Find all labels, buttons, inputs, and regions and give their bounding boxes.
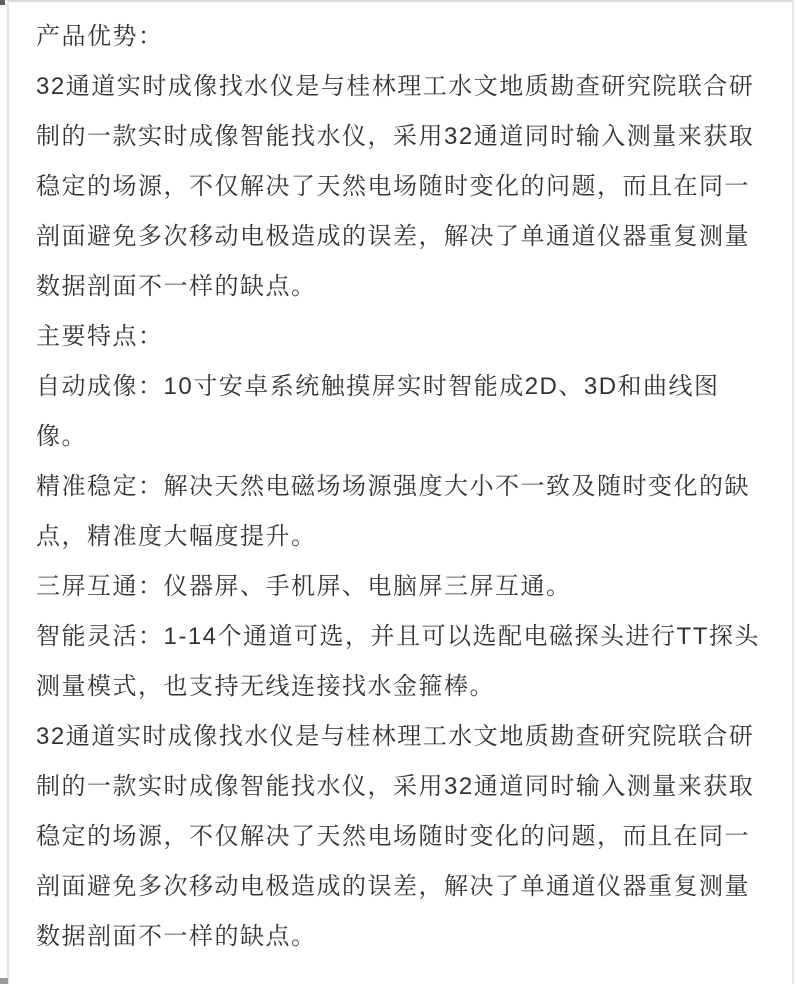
feature-auto-imaging-line-2: 像。 <box>36 423 87 450</box>
feature-flexibility-line-2: 测量模式，也支持无线连接找水金箍棒。 <box>36 673 495 700</box>
advantages-paragraph-line-1: 32通道实时成像找水仪是与桂林理工水文地质勘查研究院联合研 <box>36 73 755 100</box>
advantages-paragraph-line-2: 制的一款实时成像智能找水仪，采用32通道同时输入测量来获取 <box>36 123 755 150</box>
closing-paragraph-line-1: 32通道实时成像找水仪是与桂林理工水文地质勘查研究院联合研 <box>36 723 755 750</box>
heading-product-advantages: 产品优势： <box>36 23 164 50</box>
feature-accuracy-line-2: 点，精准度大幅度提升。 <box>36 523 317 550</box>
closing-paragraph-line-2: 制的一款实时成像智能找水仪，采用32通道同时输入测量来获取 <box>36 773 755 800</box>
advantages-paragraph-line-5: 数据剖面不一样的缺点。 <box>36 273 317 300</box>
closing-paragraph-line-4: 剖面避免多次移动电极造成的误差，解决了单通道仪器重复测量 <box>36 873 750 900</box>
bottom-left-corner-artifact <box>0 978 8 984</box>
feature-accuracy-line-1: 精准稳定：解决天然电磁场场源强度大小不一致及随时变化的缺 <box>36 473 750 500</box>
feature-three-screens-line: 三屏互通：仪器屏、手机屏、电脑屏三屏互通。 <box>36 573 572 600</box>
feature-auto-imaging-line-1: 自动成像：10寸安卓系统触摸屏实时智能成2D、3D和曲线图 <box>36 373 720 400</box>
product-description-content <box>9 2 792 962</box>
feature-flexibility-line-1: 智能灵活：1-14个通道可选，并且可以选配电磁探头进行TT探头 <box>36 623 760 650</box>
closing-paragraph-line-5: 数据剖面不一样的缺点。 <box>36 923 317 950</box>
closing-paragraph-line-3: 稳定的场源，不仅解决了天然电场随时变化的问题，而且在同一 <box>36 823 750 850</box>
product-description-page <box>7 0 794 984</box>
advantages-paragraph-line-4: 剖面避免多次移动电极造成的误差，解决了单通道仪器重复测量 <box>36 223 750 250</box>
advantages-paragraph-line-3: 稳定的场源，不仅解决了天然电场随时变化的问题，而且在同一 <box>36 173 750 200</box>
heading-main-features: 主要特点： <box>36 323 164 350</box>
top-left-corner-artifact <box>0 0 5 5</box>
